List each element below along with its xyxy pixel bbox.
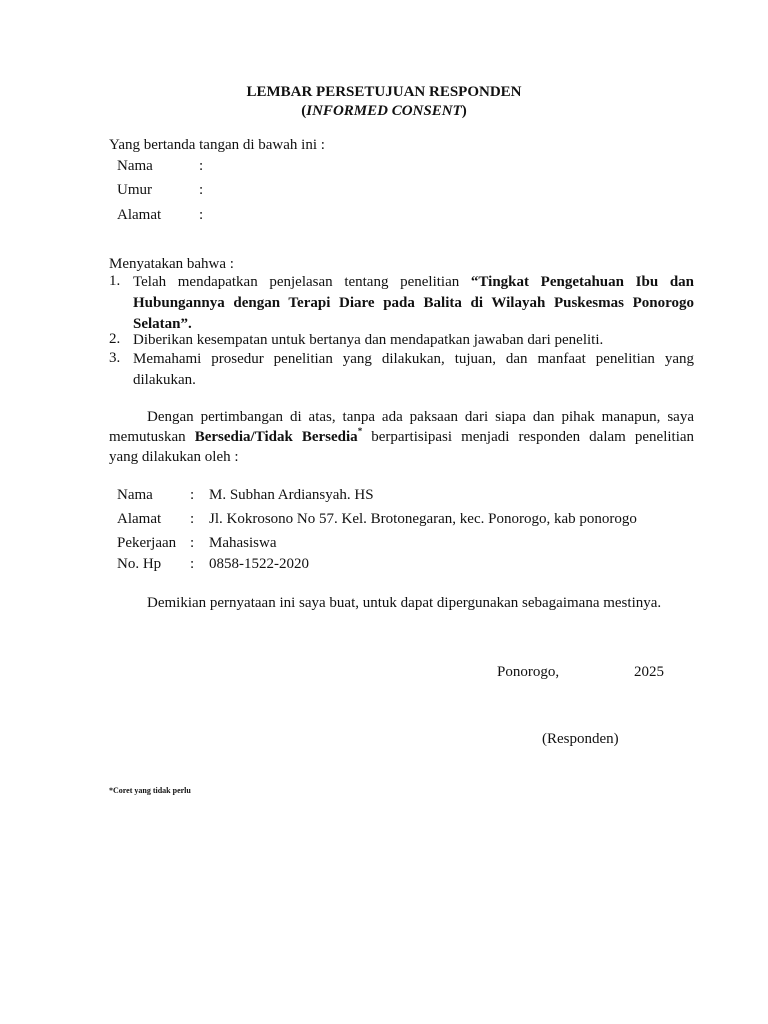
statement-heading: Menyatakan bahwa : [109,256,234,272]
researcher-label-nama: Nama [117,487,153,503]
list-number: 3. [109,350,121,366]
field-colon: : [190,556,195,572]
researcher-label-phone: No. Hp [117,556,162,572]
researcher-occupation: Mahasiswa [209,535,277,551]
statement-text: Memahami prosedur penelitian yang dilakukan, tujuan, dan manfaat penelitian yang dilakukan. [133,351,694,388]
list-number: 2. [109,331,121,347]
signature-respondent-label: (Responden) [542,731,619,747]
statement-item-3 [109,349,694,391]
field-colon: : [199,182,204,198]
document-subtitle: (INFORMED CONSENT) [301,103,467,119]
list-number: 1. [109,273,121,289]
document-title: LEMBAR PERSETUJUAN RESPONDEN [246,84,522,100]
consent-paragraph: Dengan pertimbangan di atas, tanpa ada paksaan dari siapa dan pihak manapun, saya memutuskan Bersedia/Tidak Bersedia* berpartisipasi menjadi responden dalam penelitian yang dilakukan oleh : [109,409,695,465]
researcher-label-alamat: Alamat [117,511,162,527]
researcher-name: M. Subhan Ardiansyah. HS [209,487,374,503]
statement-text: Diberikan kesempatan untuk bertanya dan mendapatkan jawaban dari peneliti. [133,332,604,348]
field-label-umur: Umur [117,182,152,198]
researcher-address: Jl. Kokrosono No 57. Kel. Brotonegaran, kec. Ponorogo, kab ponorogo [209,511,637,527]
researcher-label-pekerjaan: Pekerjaan [117,535,177,551]
statement-text: Telah mendapatkan penjelasan tentang penelitian “Tingkat Pengetahuan Ibu dan Hubungannya dengan Terapi Diare pada Balita di Wilayah Puskesmas Ponorogo Selatan”. [133,274,694,332]
field-label-alamat: Alamat [117,207,162,223]
footnote: *Coret yang tidak perlu [109,786,191,795]
statement-item-2 [109,330,694,351]
researcher-phone: 0858-1522-2020 [209,556,309,572]
statement-item-1 [109,272,694,335]
intro-text: Yang bertanda tangan di bawah ini : [109,137,325,153]
signature-year: 2025 [634,664,664,680]
field-colon: : [199,158,204,174]
footnote-marker: * [357,426,363,436]
closing-statement: Demikian pernyataan ini saya buat, untuk dapat dipergunakan sebagaimana mestinya. [147,595,662,611]
signature-place: Ponorogo, [497,664,560,680]
field-colon: : [190,511,195,527]
field-colon: : [190,487,195,503]
field-label-nama: Nama [117,158,153,174]
field-colon: : [199,207,204,223]
field-colon: : [190,535,195,551]
